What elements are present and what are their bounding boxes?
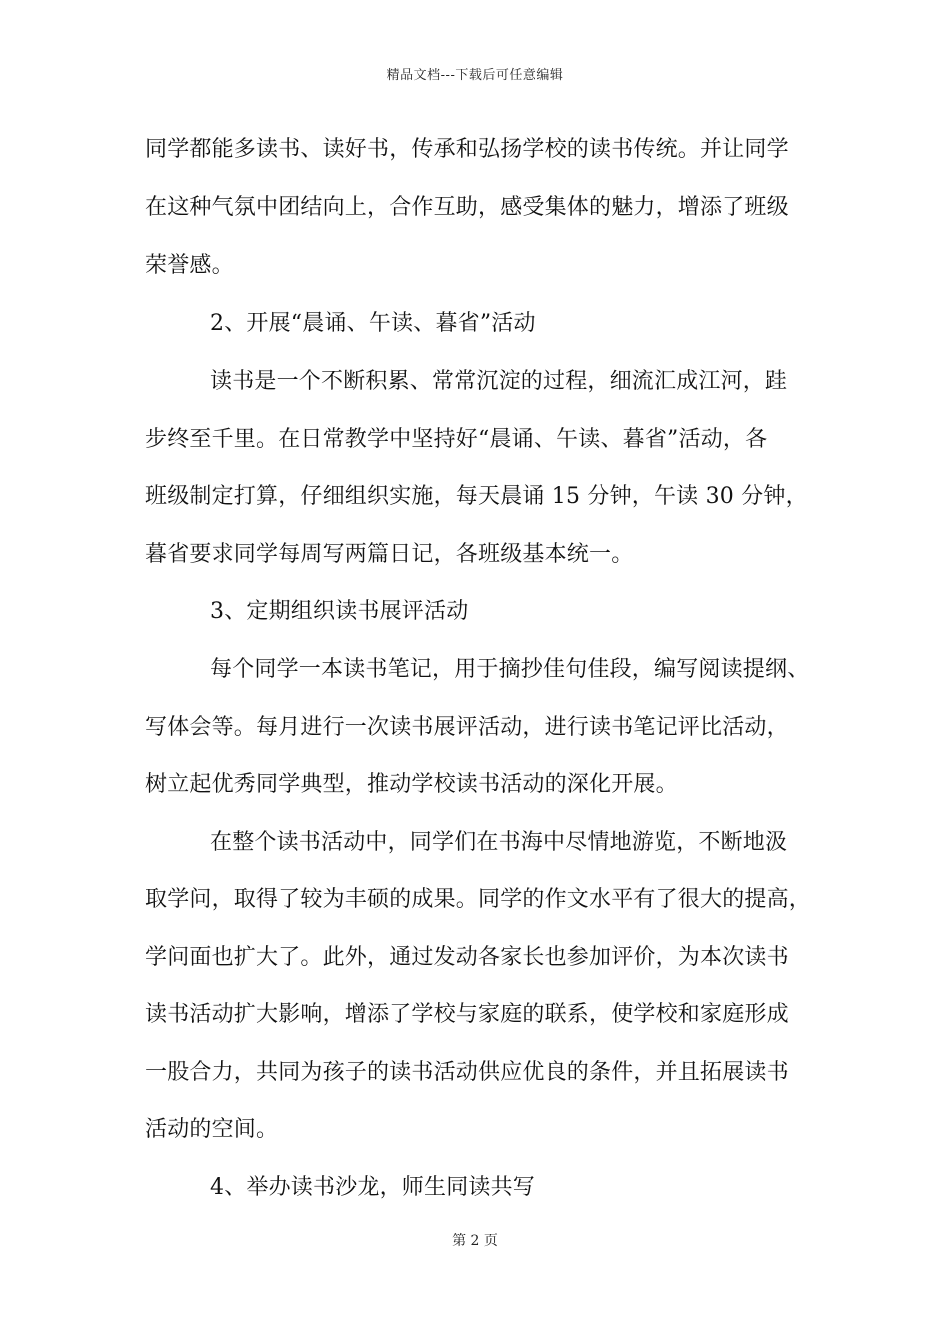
page-number: 第 2 页 [452, 1233, 498, 1249]
body-line: 取学问，取得了较为丰硕的成果。同学的作文水平有了很大的提高， [145, 887, 812, 912]
body-line: 一股合力，共同为孩子的读书活动供应优良的条件，并且拓展读书 [145, 1060, 789, 1085]
page-header: 精品文档---下载后可任意编辑 [386, 68, 564, 83]
body-line: 学问面也扩大了。此外，通过发动各家长也参加评价，为本次读书 [145, 945, 789, 970]
body-line: 读书是一个不断积累、常常沉淀的过程，细流汇成江河，跬 [210, 369, 788, 394]
section-heading: 4、举办读书沙龙，师生同读共写 [210, 1175, 535, 1200]
body-line: 树立起优秀同学典型，推动学校读书活动的深化开展。 [145, 772, 678, 797]
body-line: 在这种气氛中团结向上，合作互助，感受集体的魅力，增添了班级 [145, 195, 789, 220]
section-heading: 2、开展“晨诵、午读、暮省”活动 [210, 311, 536, 336]
body-line: 活动的空间。 [145, 1117, 279, 1142]
body-line: 暮省要求同学每周写两篇日记，各班级基本统一。 [145, 542, 634, 567]
body-line: 每个同学一本读书笔记，用于摘抄佳句佳段，编写阅读提纲、 [210, 657, 810, 682]
body-line: 班级制定打算，仔细组织实施，每天晨诵 15 分钟，午读 30 分钟， [145, 484, 808, 509]
body-line: 在整个读书活动中，同学们在书海中尽情地游览，不断地汲 [210, 830, 788, 855]
body-line: 读书活动扩大影响，增添了学校与家庭的联系，使学校和家庭形成 [145, 1002, 789, 1027]
body-line: 步终至千里。在日常教学中坚持好“晨诵、午读、暮省”活动，各 [145, 427, 768, 452]
section-heading: 3、定期组织读书展评活动 [210, 599, 469, 624]
body-line: 同学都能多读书、读好书，传承和弘扬学校的读书传统。并让同学 [145, 137, 789, 162]
body-line: 荣誉感。 [145, 253, 234, 278]
body-line: 写体会等。每月进行一次读书展评活动，进行读书笔记评比活动， [145, 715, 789, 740]
